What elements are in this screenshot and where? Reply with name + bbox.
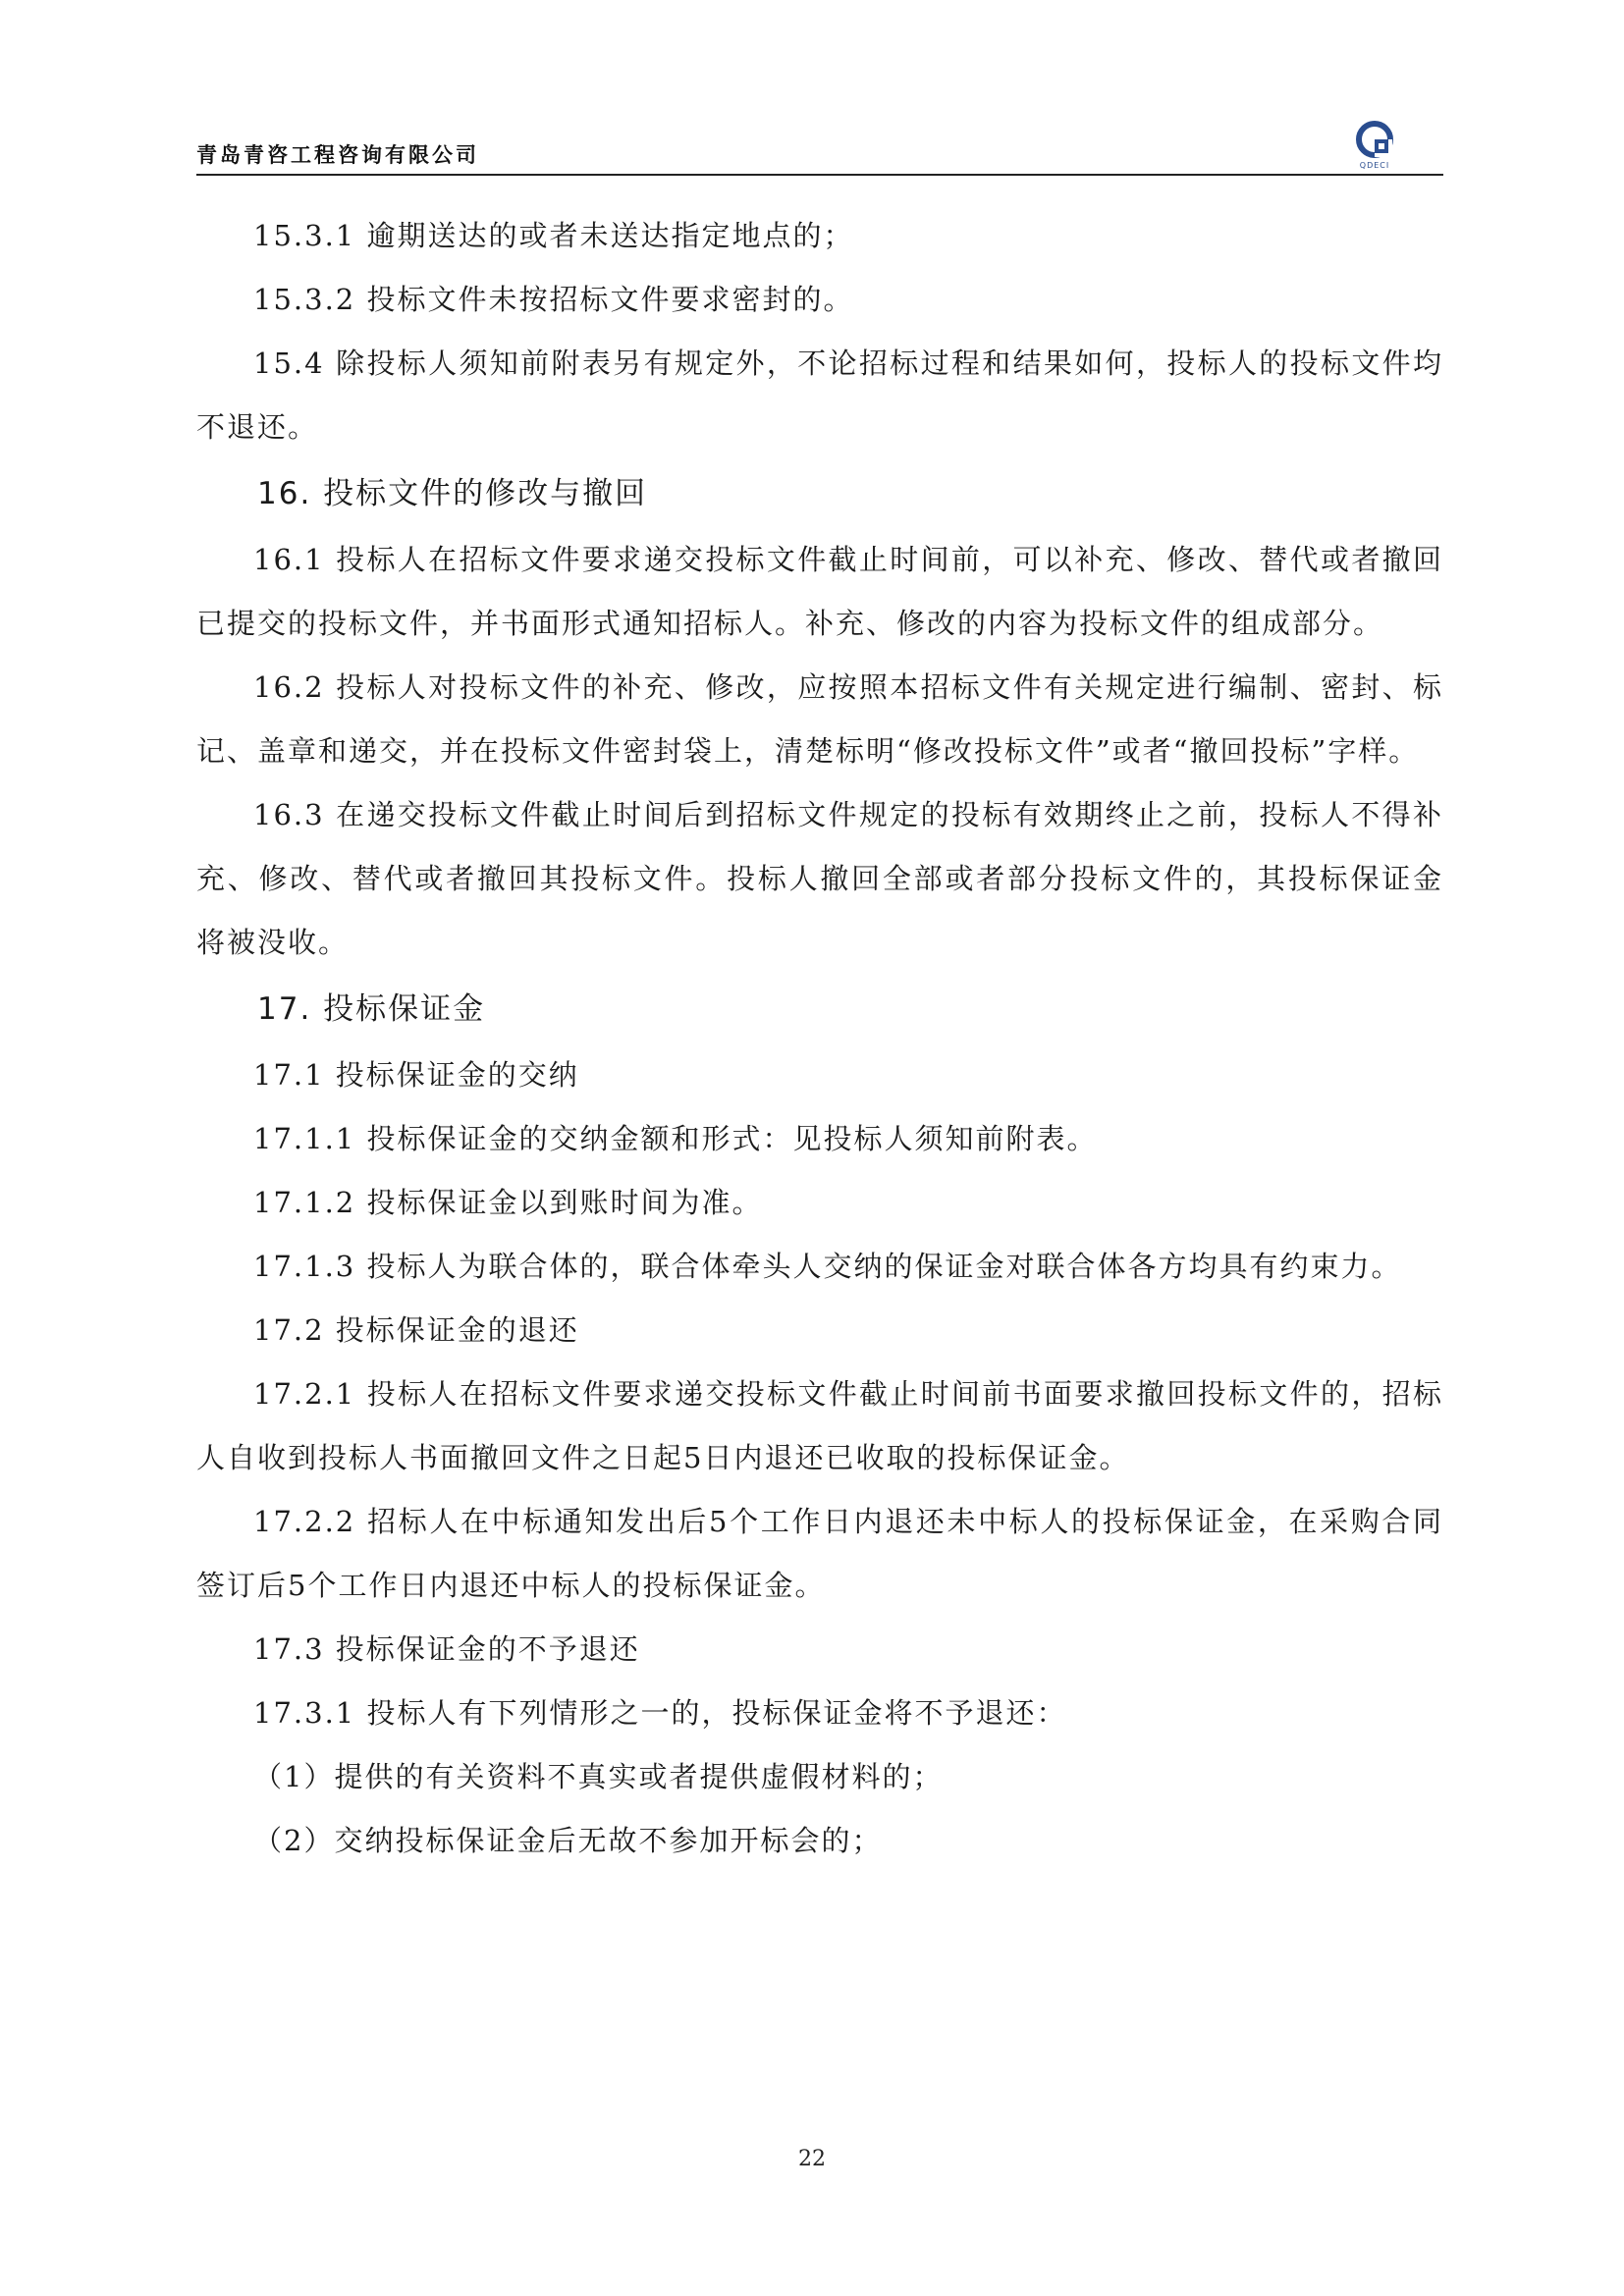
- paragraph: 16.3 在递交投标文件截止时间后到招标文件规定的投标有效期终止之前，投标人不得补充、修改、替代或者撤回其投标文件。投标人撤回全部或者部分投标文件的，其投标保证金将被没收。: [196, 798, 1443, 959]
- paragraph: 17.2.2 招标人在中标通知发出后5个工作日内退还未中标人的投标保证金，在采购合同签订后5个工作日内退还中标人的投标保证金。: [196, 1505, 1443, 1602]
- paragraph: 17.1.2 投标保证金以到账时间为准。: [253, 1186, 763, 1219]
- company-logo: [1345, 118, 1404, 173]
- section-heading: 16. 投标文件的修改与撤回: [257, 476, 648, 511]
- header-divider: [196, 174, 1443, 176]
- paragraph: 17.3 投标保证金的不予退还: [253, 1632, 640, 1666]
- section-heading: 17. 投标保证金: [257, 991, 486, 1027]
- paragraph: （2）交纳投标保证金后无故不参加开标会的；: [253, 1824, 883, 1857]
- paragraph: 17.1.3 投标人为联合体的，联合体牵头人交纳的保证金对联合体各方均具有约束力。: [253, 1250, 1402, 1283]
- company-name: 青岛青咨工程咨询有限公司: [196, 143, 479, 167]
- paragraph: 16.2 投标人对投标文件的补充、修改，应按照本招标文件有关规定进行编制、密封、标记、盖章和递交，并在投标文件密封袋上，清楚标明“修改投标文件”或者“撤回投标”字样。: [196, 670, 1443, 768]
- paragraph: 17.2 投标保证金的退还: [253, 1313, 579, 1347]
- document-body: [196, 204, 1443, 1873]
- page-header: [196, 118, 1443, 177]
- paragraph: 15.3.1 逾期送达的或者未送达指定地点的；: [253, 219, 854, 252]
- paragraph: 16.1 投标人在招标文件要求递交投标文件截止时间前，可以补充、修改、替代或者撤回已提交的投标文件，并书面形式通知招标人。补充、修改的内容为投标文件的组成部分。: [196, 543, 1443, 640]
- paragraph: 17.1.1 投标保证金的交纳金额和形式：见投标人须知前附表。: [253, 1122, 1098, 1155]
- paragraph: 15.3.2 投标文件未按招标文件要求密封的。: [253, 283, 854, 316]
- company-logo-text: QDECI: [1359, 161, 1390, 170]
- company-logo-icon: [1345, 118, 1404, 161]
- paragraph: 17.2.1 投标人在招标文件要求递交投标文件截止时间前书面要求撤回投标文件的，招标人自收到投标人书面撤回文件之日起5日内退还已收取的投标保证金。: [196, 1377, 1443, 1474]
- paragraph: （1）提供的有关资料不真实或者提供虚假材料的；: [253, 1760, 944, 1793]
- page-number: 22: [798, 2147, 826, 2171]
- paragraph: 15.4 除投标人须知前附表另有规定外，不论招标过程和结果如何，投标人的投标文件均不退还。: [196, 347, 1443, 444]
- paragraph: 17.3.1 投标人有下列情形之一的，投标保证金将不予退还：: [253, 1696, 1067, 1730]
- paragraph: 17.1 投标保证金的交纳: [253, 1058, 579, 1092]
